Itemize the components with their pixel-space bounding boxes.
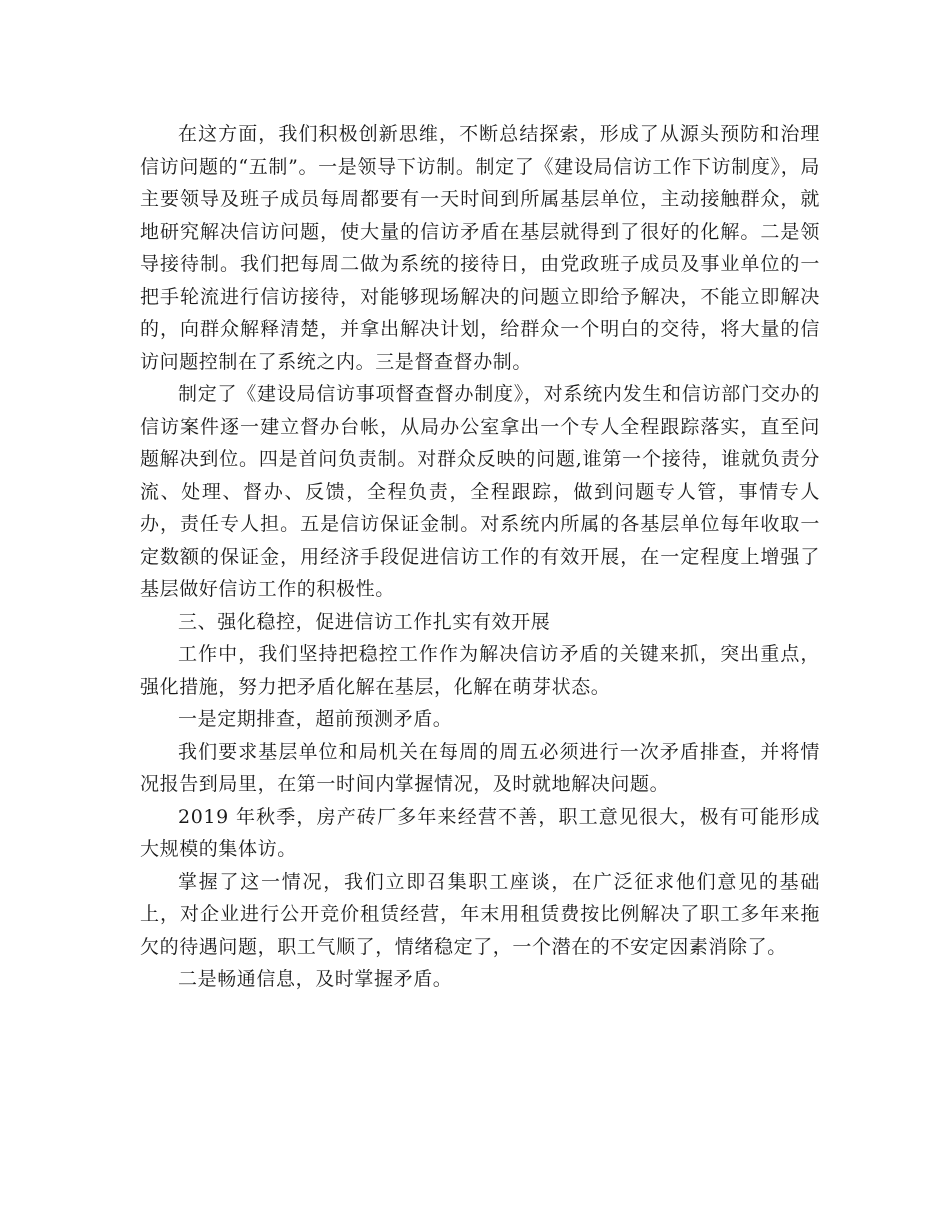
paragraph-supervision-system: 制定了《建设局信访事项督查督办制度》，对系统内发生和信访部门交办的信访案件逐一建立督办台帐，从局办公室拿出一个专人全程跟踪落实，直至问题解决到位。四是首问负责制。对群众反映的问题,谁第一个接待，谁就负责分流、处理、督办、反馈，全程负责，全程跟踪，做到问题专人管，事情专人办，责任专人担。五是信访保证金制。对系统内所属的各基层单位每年收取一定数额的保证金，用经济手段促进信访工作的有效开展，在一定程度上增强了基层做好信访工作的积极性。 — [140, 383, 820, 600]
paragraph-brick-factory: 2019 年秋季，房产砖厂多年来经营不善，职工意见很大，极有可能形成大规模的集体访。 — [140, 805, 820, 860]
paragraph-weekly-screening: 我们要求基层单位和局机关在每周的周五必须进行一次矛盾排查，并将情况报告到局里，在第一时间内掌握情况，及时就地解决问题。 — [140, 740, 820, 795]
paragraph-stability-work: 工作中，我们坚持把稳控工作作为解决信访矛盾的关键来抓，突出重点，强化措施，努力把矛盾化解在基层，化解在萌芽状态。 — [140, 643, 820, 698]
paragraph-five-systems: 在这方面，我们积极创新思维，不断总结探索，形成了从源头预防和治理信访问题的“五制”。一是领导下访制。制定了《建设局信访工作下访制度》，局主要领导及班子成员每周都要有一天时间到所属基层单位，主动接触群众，就地研究解决信访问题，使大量的信访矛盾在基层就得到了很好的化解。二是领导接待制。我们把每周二做为系统的接待日，由党政班子成员及事业单位的一把手轮流进行信访接待，对能够现场解决的问题立即给予解决，不能立即解决的，向群众解释清楚，并拿出解决计划，给群众一个明白的交待，将大量的信访问题控制在了系统之内。三是督查督办制。 — [140, 123, 820, 373]
paragraph-resolution: 掌握了这一情况，我们立即召集职工座谈，在广泛征求他们意见的基础上，对企业进行公开竞价租赁经营，年末用租赁费按比例解决了职工多年来拖欠的待遇问题，职工气顺了，情绪稳定了，一个潜在的不安定因素消除了。 — [140, 870, 820, 958]
section-heading-stability-control: 三、强化稳控，促进信访工作扎实有效开展 — [178, 610, 551, 633]
document-body — [140, 118, 820, 996]
paragraph-information-channels: 二是畅通信息，及时掌握矛盾。 — [178, 968, 453, 990]
paragraph-regular-screening: 一是定期排查，超前预测矛盾。 — [178, 708, 453, 730]
